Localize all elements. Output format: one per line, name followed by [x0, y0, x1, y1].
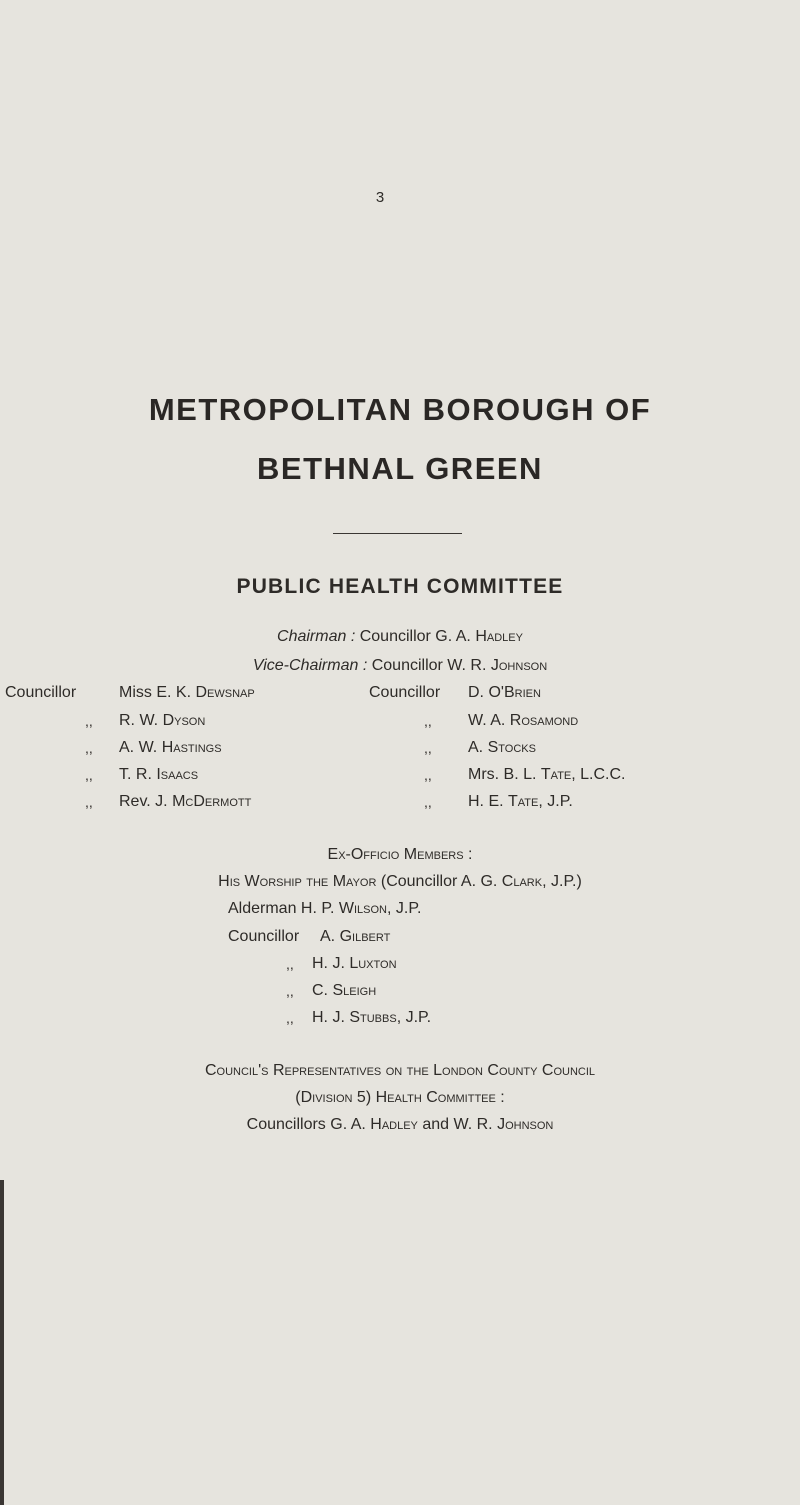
committee-title: PUBLIC HEALTH COMMITTEE	[236, 575, 564, 598]
page-title-line-2: BETHNAL GREEN	[257, 451, 543, 486]
representatives-line-3	[0, 1116, 800, 1134]
page-edge-shadow	[0, 1180, 4, 1505]
member-left-4	[119, 766, 198, 784]
member-initials: Mrs. B. L.	[468, 766, 537, 783]
member-initials: H. J.	[312, 1009, 345, 1026]
member-suffix: L.C.C.	[580, 766, 626, 783]
ex-officio-councillor-3	[312, 982, 376, 1000]
representative-name-2: Johnson	[497, 1116, 554, 1133]
member-initials: A. W.	[119, 739, 158, 756]
ex-officio-heading: Ex-Officio Members :	[327, 846, 473, 863]
representatives-and: and W. R.	[422, 1116, 493, 1133]
member-suffix: J.P.	[547, 793, 573, 810]
vice-chairman-prefix: Councillor W. R.	[371, 657, 487, 674]
member-suffix: J.P.	[405, 1009, 432, 1026]
ditto-mark: ,,	[286, 956, 294, 972]
chairman-line	[0, 628, 800, 646]
title-divider	[333, 533, 462, 534]
member-name: Hastings	[161, 739, 222, 756]
member-name: Stubbs,	[349, 1009, 402, 1026]
member-left-2	[119, 712, 205, 730]
member-right-1	[468, 684, 541, 702]
member-name: Tate,	[540, 766, 576, 783]
member-right-4	[468, 766, 626, 784]
member-name: McDermott	[172, 793, 252, 810]
vice-chairman-label: Vice-Chairman :	[252, 657, 368, 674]
mayor-line	[0, 873, 800, 891]
representative-name-1: Hadley	[370, 1116, 418, 1133]
member-initials: D.	[468, 684, 484, 701]
mayor-name: Clark,	[501, 873, 547, 890]
representatives-prefix: Councillors G. A.	[246, 1116, 366, 1133]
member-initials: H. E.	[468, 793, 504, 810]
member-name: Tate,	[508, 793, 543, 810]
member-name: O'Brien	[488, 684, 541, 701]
member-right-2	[468, 712, 578, 730]
member-left-5	[119, 793, 251, 811]
ditto-mark: ,,	[286, 983, 294, 999]
member-right-5	[468, 793, 573, 811]
ditto-mark: ,,	[85, 713, 93, 729]
alderman-line	[228, 900, 421, 918]
alderman-prefix: Alderman H. P.	[228, 900, 335, 917]
member-name: Gilbert	[339, 928, 391, 945]
ditto-mark: ,,	[85, 767, 93, 783]
member-name: Luxton	[349, 955, 397, 972]
mayor-prefix: His Worship the Mayor	[218, 873, 377, 890]
alderman-name: Wilson,	[338, 900, 392, 917]
member-initials: Rev. J.	[119, 793, 168, 810]
ditto-mark: ,,	[424, 767, 432, 783]
member-name: Rosamond	[509, 712, 579, 729]
member-initials: A.	[320, 928, 336, 945]
mayor-suffix: J.P.)	[551, 873, 582, 890]
member-left-3	[119, 739, 222, 757]
member-initials: A.	[468, 739, 484, 756]
member-initials: H. J.	[312, 955, 345, 972]
ex-officio-councillor-1	[320, 928, 390, 946]
chairman-label: Chairman :	[277, 628, 356, 645]
chairman-prefix: Councillor G. A.	[359, 628, 471, 645]
member-name: Stocks	[487, 739, 536, 756]
ex-officio-councillor-4	[312, 1009, 431, 1027]
vice-chairman-name: Johnson	[490, 657, 548, 674]
ex-officio-councillor-word: Councillor	[228, 928, 300, 945]
ex-officio-councillor-2	[312, 955, 397, 973]
ditto-mark: ,,	[286, 1010, 294, 1026]
right-councillor-word: Councillor	[369, 684, 441, 701]
member-initials: W. A.	[468, 712, 506, 729]
page-number: 3	[375, 189, 385, 206]
ditto-mark: ,,	[424, 713, 432, 729]
member-name: Dewsnap	[195, 684, 255, 701]
member-initials: C.	[312, 982, 328, 999]
representatives-line-2: (Division 5) Health Committee :	[295, 1089, 505, 1106]
member-initials: T. R.	[119, 766, 152, 783]
page-title-line-1: METROPOLITAN BOROUGH OF	[148, 392, 652, 427]
member-right-3	[468, 739, 536, 757]
member-left-1	[119, 684, 255, 702]
chairman-name: Hadley	[475, 628, 523, 645]
ditto-mark: ,,	[424, 740, 432, 756]
vice-chairman-line	[0, 657, 800, 675]
member-initials: R. W.	[119, 712, 159, 729]
member-name: Dyson	[162, 712, 206, 729]
ditto-mark: ,,	[424, 794, 432, 810]
ditto-mark: ,,	[85, 740, 93, 756]
ditto-mark: ,,	[85, 794, 93, 810]
representatives-line-1: Council's Representatives on the London County Council	[204, 1062, 596, 1079]
mayor-mid: (Councillor A. G.	[380, 873, 498, 890]
member-name: Sleigh	[332, 982, 377, 999]
member-initials: Miss E. K.	[119, 684, 192, 701]
alderman-suffix: J.P.	[395, 900, 422, 917]
member-name: Isaacs	[156, 766, 199, 783]
left-councillor-word: Councillor	[5, 684, 77, 701]
